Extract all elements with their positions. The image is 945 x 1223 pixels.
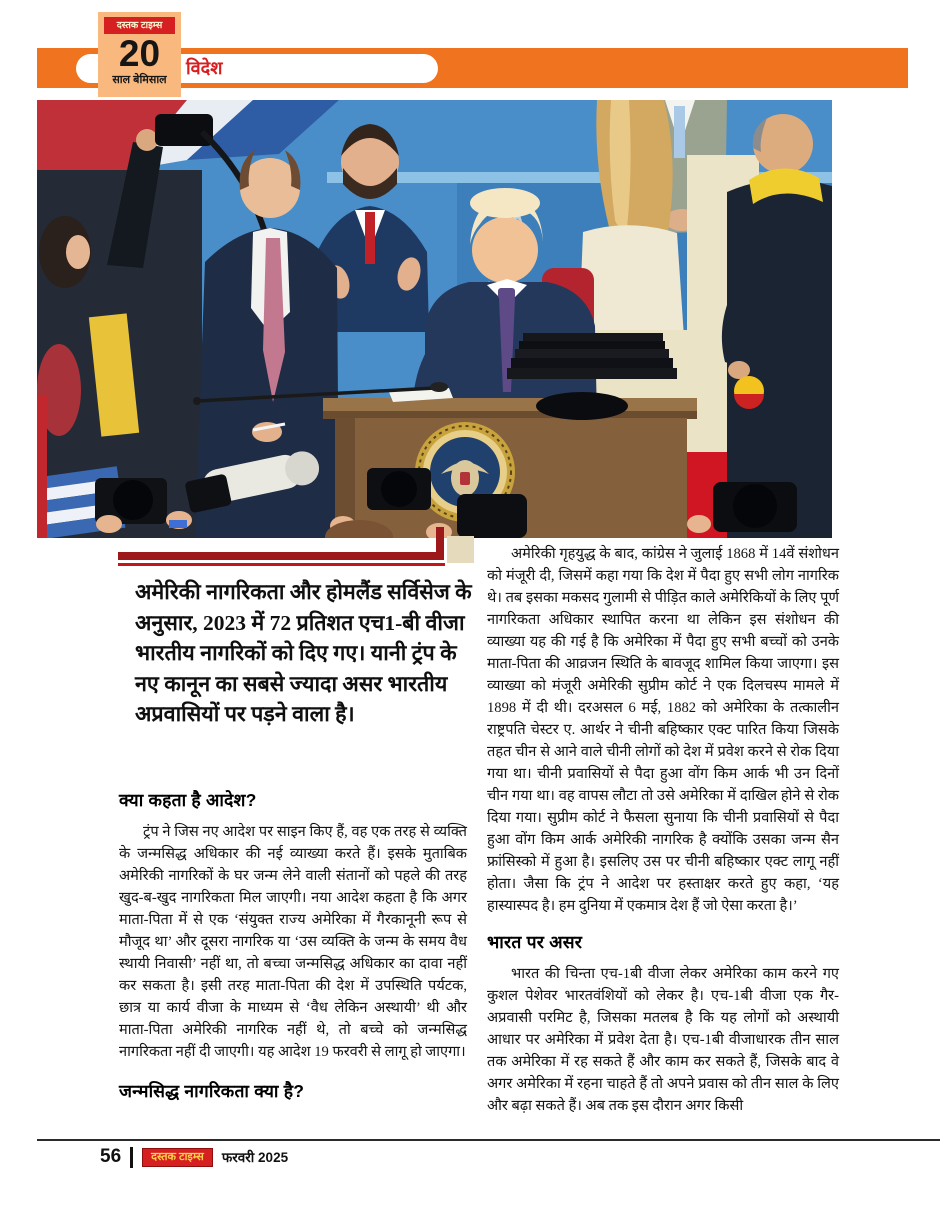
anniversary-tagline: साल बेमिसाल — [112, 74, 167, 86]
news-photo — [37, 100, 832, 538]
magazine-masthead: दस्तक टाइम्स — [104, 17, 175, 34]
article-left-column — [119, 788, 467, 1103]
footer-magazine-logo: दस्तक टाइम्स — [142, 1148, 213, 1167]
article-right-column — [487, 543, 839, 1117]
footer — [100, 1146, 288, 1168]
right-column-paragraph-1: अमेरिकी गृहयुद्ध के बाद, कांग्रेस ने जुलाई 1868 में 14वें संशोधन को मंजूरी दी, जिसमें कहा गया कि देश में पैदा हुए सभी लोग नागरिक थे। तब इसका मकसद गुलामी से पीड़ित काले अमेरिकियों के लिए पूर्ण नागरिकता अधिकार स्थापित करना था लेकिन इस संशोधन की व्याख्या यह की गई है कि अमेरिका में पैदा हुए सभी बच्चों को उनके माता-पिता की आव्रजन स्थिति के बावजूद शामिल किया जाएगा। इस व्याख्या को मंजूरी अमेरिकी सुप्रीम कोर्ट ने एक दिलचस्प मामले में 1898 में दी थी। दरअसल 6 मई, 1882 को अमेरिका के तत्कालीन राष्ट्रपति चेस्टर ए. आर्थर ने चीनी बहिष्कार एक्ट पारित किया जिसके तहत चीन से आने वाले चीनी लोगों को देश में प्रवेश करने से रोक दिया गया था। चीनी प्रवासियों से पैदा हुआ वोंग किम आर्क भी उन दिनों चीन गया था। वह वापस लौटा तो उसे अमेरिका में दाखिल होने से रोक दिया गया। सुप्रीम कोर्ट ने फैसला सुनाया कि चीनी प्रवासियों से पैदा हुआ वोंग किम आर्क अमेरिकी नागरिक है क्योंकि उसका जन्म सैन फ्रांसिस्को में हुआ है। इसलिए उस पर चीनी बहिष्कार एक्ट लागू नहीं होता। जैसा कि ट्रंप ने आदेश पर हस्ताक्षर करते हुए कहा, ‘यह हास्यास्पद है। हम दुनिया में एकमात्र देश हैं जो ऐसा करता है।’ — [487, 546, 839, 914]
news-photo-illustration — [37, 100, 832, 538]
flag-red-stripe — [37, 395, 47, 538]
left-column-paragraph: ट्रंप ने जिस नए आदेश पर साइन किए हैं, वह एक तरह से व्यक्ति के जन्मसिद्ध अधिकार की नई व्याख्या करते हैं। इसके मुताबिक अमेरिकी नागरिकों के घर जन्म लेने वाली संतानों को पहले की तरह खुद-ब-खुद नागरिकता मिल जाएगी। नया आदेश कहता है कि अगर माता-पिता में से एक ‘संयुक्त राज्य अमेरिका में गैरकानूनी रूप से मौजूद था’ और दूसरा नागरिक या ‘उस व्यक्ति के जन्म के समय वैध स्थायी निवासी’ नहीं था, तो बच्चा जन्मसिद्ध अधिकार का दावा नहीं कर सकता है। इसी तरह माता-पिता की देश में उपस्थिति पर्यटक, छात्र या कार्य वीजा के माध्यम से ‘वैध लेकिन अस्थायी’ थी और माता-पिता अमेरिकी नागरिक नहीं थे, तो बच्चे को जन्मसिद्ध नागरिकता नहीं दी जाएगी। यह आदेश 19 फरवरी से लागू हो जाएगा। — [119, 824, 467, 1060]
footer-divider-bar — [130, 1147, 133, 1168]
section-title: विदेश — [186, 58, 223, 78]
heading-birthright-citizenship: जन्मसिद्ध नागरिकता क्या है? — [119, 1081, 305, 1101]
magazine-logo-badge — [98, 12, 181, 97]
divider-square — [447, 536, 474, 563]
divider-thick-rule — [118, 552, 440, 560]
heading-impact-on-india: भारत पर असर — [487, 932, 583, 952]
divider-thin-rule — [118, 563, 445, 566]
right-column-paragraph-2: भारत की चिन्ता एच-1बी वीजा लेकर अमेरिका काम करने गए कुशल पेशेवर भारतवंशियों को लेकर है। एच-1बी वीजा एक गैर-अप्रवासी परमिट है, जिसका मतलब है कि यह लोगों को अस्थायी आधार पर अमेरिका में प्रवेश देता है। एच-1बी वीजाधारक तीन साल तक अमेरिका में रह सकते हैं और काम कर सकते हैं, जिसके बाद वे अगर अमेरिका में रहना चाहते हैं तो अपने प्रवास को तीन साल के लिए और बढ़ा सकते हैं। अब तक इस दौरान अगर किसी — [487, 966, 839, 1114]
issue-date: फरवरी 2025 — [221, 1150, 289, 1165]
anniversary-number: 20 — [118, 33, 161, 74]
footer-rule — [37, 1139, 940, 1141]
heading-what-order-says: क्या कहता है आदेश? — [119, 790, 257, 810]
pull-quote: अमेरिकी नागरिकता और होमलैंड सर्विसेज के अनुसार, 2023 में 72 प्रतिशत एच1-बी वीजा भारतीय नागरिकों को दिए गए। यानी ट्रंप के नए कानून का सबसे ज्यादा असर भारतीय अप्रवासियों पर पड़ने वाला है। — [135, 580, 472, 726]
page-number: 56 — [100, 1146, 122, 1167]
